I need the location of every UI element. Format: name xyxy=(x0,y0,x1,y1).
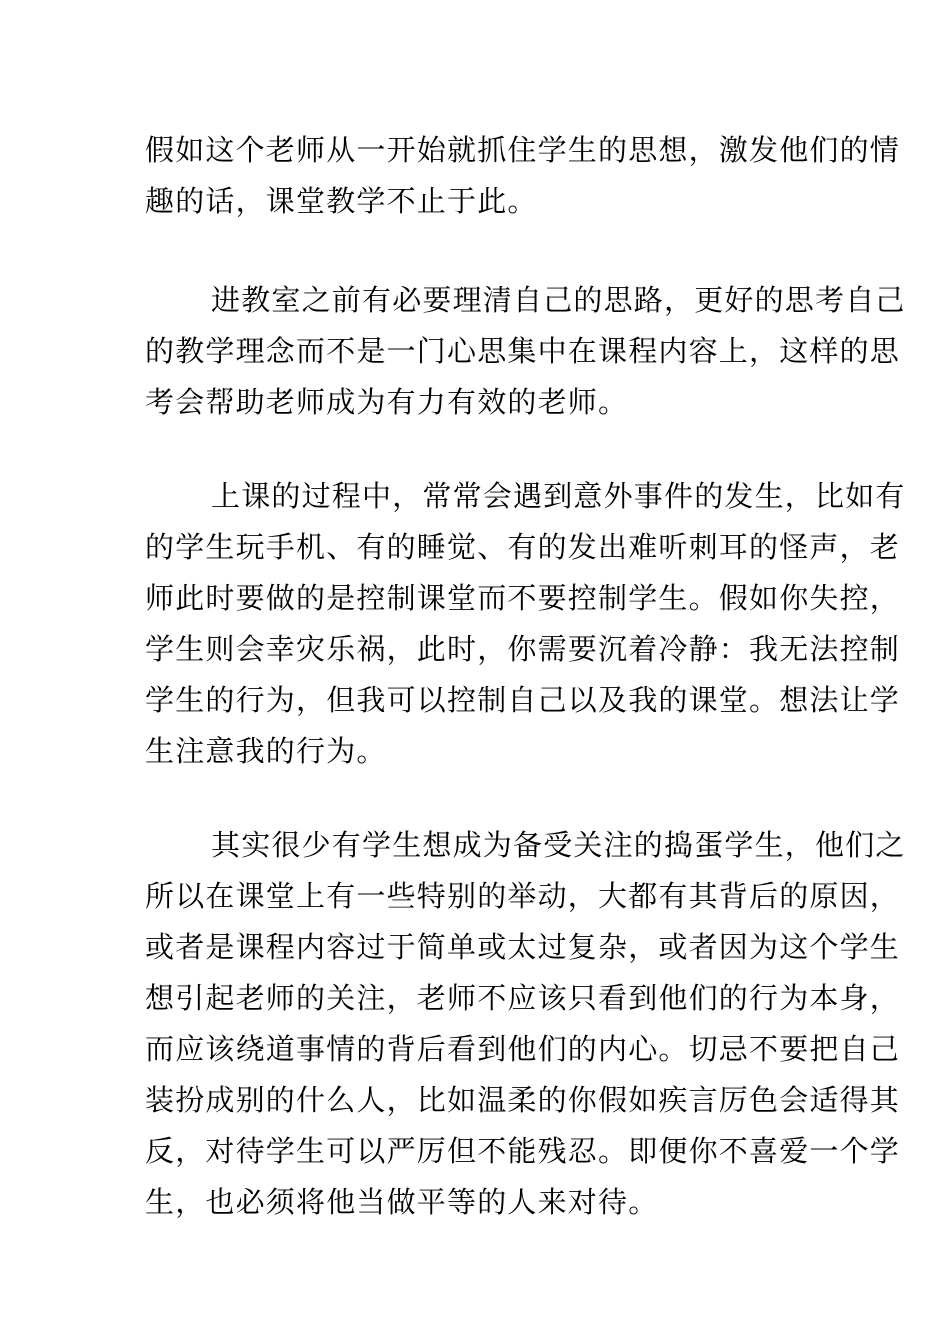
paragraph-1-line-1: 假如这个老师从一开始就抓住学生的思想，激发他们的情 xyxy=(145,133,901,167)
paragraph-4-line-8: 生，也必须将他当做平等的人来对待。 xyxy=(145,1185,659,1219)
paragraph-2-line-2: 的教学理念而不是一门心思集中在课程内容上，这样的思 xyxy=(145,334,901,368)
paragraph-3-line-2: 的学生玩手机、有的睡觉、有的发出难听刺耳的怪声，老 xyxy=(145,530,901,564)
paragraph-4-line-6: 装扮成别的什么人，比如温柔的你假如疾言厉色会适得其 xyxy=(145,1083,901,1117)
paragraph-4-line-3: 或者是课程内容过于简单或太过复杂，或者因为这个学生 xyxy=(145,930,901,964)
paragraph-4-line-1: 其实很少有学生想成为备受关注的捣蛋学生，他们之 xyxy=(211,828,906,862)
paragraph-3-line-4: 学生则会幸灾乐祸，此时，你需要沉着冷静：我无法控制 xyxy=(145,632,901,666)
paragraph-3-line-3: 师此时要做的是控制课堂而不要控制学生。假如你失控， xyxy=(145,581,901,615)
paragraph-4-line-5: 而应该绕道事情的背后看到他们的内心。切忌不要把自己 xyxy=(145,1032,901,1066)
paragraph-3-line-1: 上课的过程中，常常会遇到意外事件的发生，比如有 xyxy=(211,479,906,513)
paragraph-4-line-4: 想引起老师的关注，老师不应该只看到他们的行为本身， xyxy=(145,981,901,1015)
paragraph-4-line-2: 所以在课堂上有一些特别的举动，大都有其背后的原因， xyxy=(145,879,901,913)
paragraph-2-line-3: 考会帮助老师成为有力有效的老师。 xyxy=(145,385,629,419)
paragraph-2-line-1: 进教室之前有必要理清自己的思路，更好的思考自己 xyxy=(211,283,906,317)
paragraph-3-line-6: 生注意我的行为。 xyxy=(145,734,387,768)
paragraph-4-line-7: 反，对待学生可以严厉但不能残忍。即便你不喜爱一个学 xyxy=(145,1134,901,1168)
paragraph-3-line-5: 学生的行为，但我可以控制自己以及我的课堂。想法让学 xyxy=(145,683,901,717)
paragraph-1-line-2: 趣的话，课堂教学不止于此。 xyxy=(145,184,538,218)
